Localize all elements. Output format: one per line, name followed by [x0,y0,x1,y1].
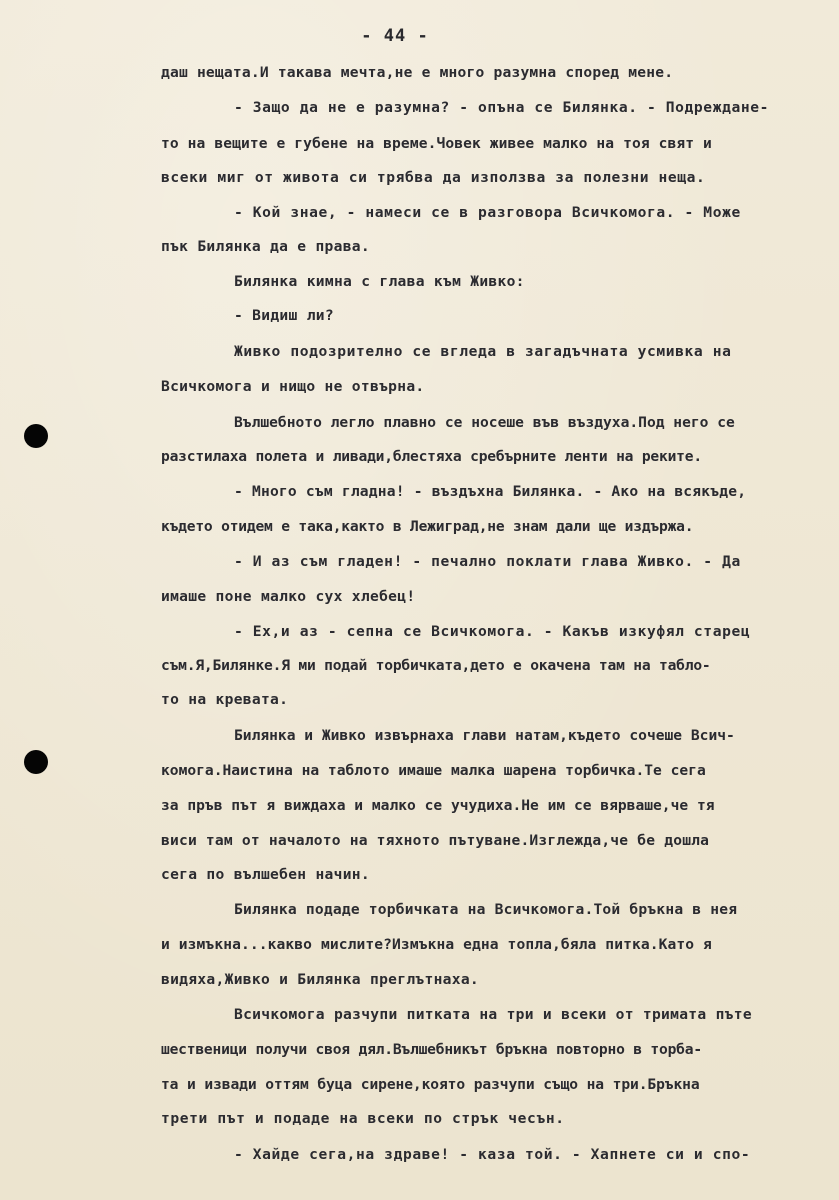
text-line: - Много съм гладна! - въздъхна Билянка. - Ако на всякъде, [234,483,747,500]
text-line: сега по вълшебен начин. [161,866,370,883]
text-line: та и извади оттям буца сирене,която разчупи също на три.Бръкна [161,1076,700,1093]
text-line: където отидем е така,както в Лежиград,не знам дали ще издържа. [161,518,694,535]
page-number: - 44 - [361,26,429,46]
text-line: - Хайде сега,на здраве! - каза той. - Хапнете си и спо- [234,1146,751,1163]
text-line: Билянка и Живко извърнаха глави натам,където сочеше Всич- [234,727,735,744]
text-line: - Кой знае, - намеси се в разговора Всичкомога. - Може [234,204,741,221]
text-line: даш нещата.И такава мечта,не е много разумна според мене. [161,64,674,81]
text-line: Всичкомога разчупи питката на три и всеки от тримата пъте [234,1006,752,1023]
text-line: - Видиш ли? [234,307,334,324]
text-line: всеки миг от живота си трябва да използва за полезни неща. [161,169,706,186]
text-line: за пръв път я виждаха и малко се учудиха.Не им се вярваше,че тя [161,797,715,814]
text-line: - Защо да не е разумна? - опъна се Билянка. - Подреждане- [234,99,770,116]
punch-hole-top [24,424,48,448]
text-line: Вълшебното легло плавно се носеше във въздуха.Под него се [234,414,735,431]
text-line: Билянка подаде торбичката на Всичкомога.Той бръкна в нея [234,901,738,918]
text-line: видяха,Живко и Билянка преглътнаха. [161,971,480,988]
text-line: трети път и подаде на всеки по стрък чесън. [161,1110,565,1127]
text-line: пък Билянка да е права. [161,238,370,255]
text-line: Всичкомога и нищо не отвърна. [161,378,425,395]
text-line: Билянка кимна с глава към Живко: [234,273,525,290]
text-line: виси там от началото на тяхното пътуване.Изглежда,че бе дошла [161,832,710,849]
text-line: съм.Я,Билянке.Я ми подай торбичката,дето е окачена там на табло- [161,657,711,674]
text-line: - И аз съм гладен! - печално поклати глава Живко. - Да [234,553,741,570]
punch-hole-bottom [24,750,48,774]
text-line: - Ех,и аз - сепна се Всичкомога. - Какъв изкуфял старец [234,623,751,640]
text-line: и измъкна...какво мислите?Измъкна една топла,бяла питка.Като я [161,936,712,953]
text-line: Живко подозрително се вгледа в загадъчната усмивка на [234,343,732,360]
text-line: комога.Наистина на таблото имаше малка шарена торбичка.Те сега [161,762,706,779]
text-line: то на вещите е губене на време.Човек живее малко на тоя свят и [161,135,712,152]
text-line: то на кревата. [161,691,289,708]
text-line: шественици получи своя дял.Вълшебникът бръкна повторно в торба- [161,1041,702,1058]
text-line: имаше поне малко сух хлебец! [161,588,416,605]
text-line: разстилаха полета и ливади,блестяха сребърните ленти на реките. [161,448,702,465]
